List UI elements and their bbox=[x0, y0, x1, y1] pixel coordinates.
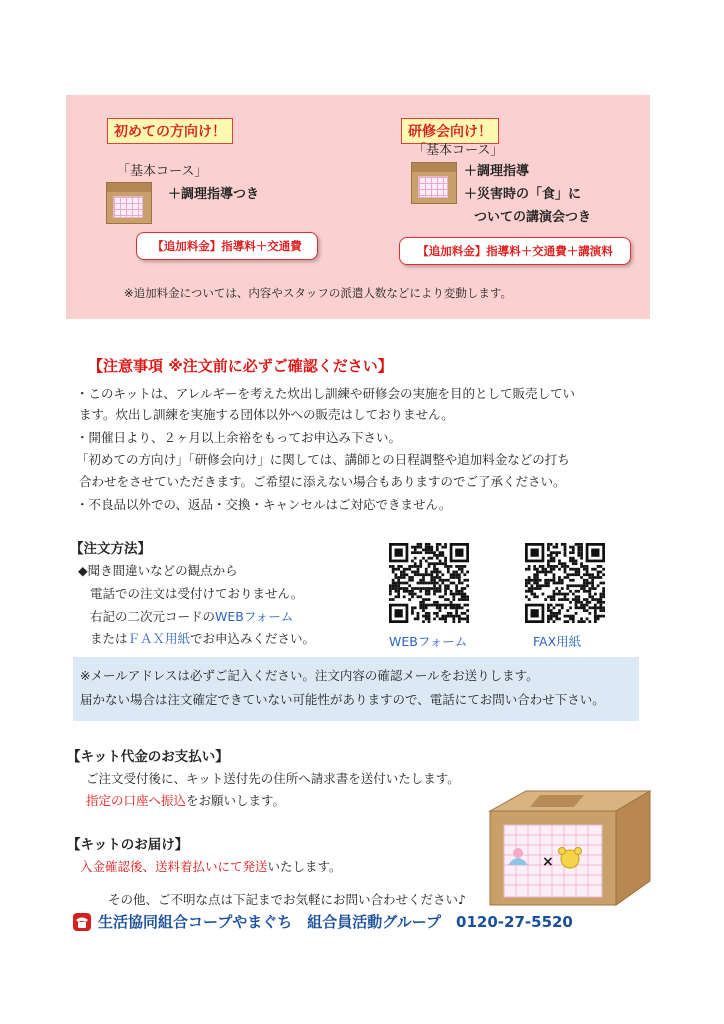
contact-line: その他、ご不明な点は下記までお気軽にお問い合わせください♪ bbox=[108, 892, 466, 907]
caution-line: 合わせをさせていただきます。ご希望に添えない場合もありますのでご了承ください。 bbox=[79, 474, 566, 489]
order-line: 電話での注文は受付けておりません。 bbox=[90, 586, 304, 601]
kit-box-icon bbox=[411, 162, 457, 204]
delivery-title: 【キットのお届け】 bbox=[67, 837, 189, 853]
web-form-link[interactable]: WEBフォーム bbox=[215, 609, 294, 624]
beginner-fee: 【追加料金】指導料＋交通費 bbox=[136, 232, 318, 260]
seminar-tag: 研修会向け！ bbox=[401, 118, 499, 144]
caution-title: 【注意事項 ※注文前に必ずご確認ください】 bbox=[88, 357, 393, 375]
delivery-line: 入金確認後、送料着払いにて発送いたします。 bbox=[80, 859, 342, 874]
seminar-fee: 【追加料金】指導料＋交通費＋講演料 bbox=[399, 237, 631, 265]
beginner-course-name: 「基本コース」 bbox=[117, 164, 208, 179]
mail-note-line: 届かない場合は注文確定できていない可能性がありますので、電話にてお問い合わせ下さい。 bbox=[80, 692, 605, 707]
caution-line: ます。炊出し訓練を実施する団体以外への販売はしておりません。 bbox=[79, 407, 454, 422]
qr-fax-label: FAX用紙 bbox=[533, 634, 582, 649]
order-title: 【注文方法】 bbox=[70, 541, 151, 557]
qr-code-fax[interactable] bbox=[525, 543, 605, 623]
order-line: 右記の二次元コードのWEBフォーム bbox=[90, 609, 294, 624]
payment-line: 指定の口座へ振込をお願いします。 bbox=[86, 793, 286, 808]
seminar-course-name: 「基本コース」 bbox=[413, 143, 504, 158]
caution-line: ・開催日より、２ヶ月以上余裕をもってお申込み下さい。 bbox=[76, 430, 402, 445]
fax-form-link[interactable]: ＦＡＸ用紙 bbox=[127, 631, 191, 646]
qr-code-web[interactable] bbox=[389, 543, 469, 623]
caution-line: 「初めての方向け」「研修会向け」に関しては、講師との日程調整や追加料金などの打ち bbox=[76, 452, 570, 467]
order-line: ◆聞き間違いなどの観点から bbox=[78, 563, 238, 578]
kit-box-icon bbox=[106, 182, 152, 224]
order-line: またはＦＡＸ用紙でお申込みください。 bbox=[90, 631, 316, 646]
seminar-extra-2: ＋災害時の「食」に bbox=[464, 187, 582, 202]
payment-title: 【キット代金のお支払い】 bbox=[67, 749, 229, 765]
seminar-extra-1: ＋調理指導 bbox=[464, 164, 530, 179]
beginner-tag: 初めての方向け！ bbox=[107, 118, 233, 144]
beginner-extra: ＋調理指導つき bbox=[168, 187, 260, 202]
kit-box-illustration bbox=[484, 789, 652, 907]
mail-note-line: ※メールアドレスは必ずご記入ください。注文内容の確認メールをお送りします。 bbox=[80, 668, 539, 683]
caution-line: ・不良品以外での、返品・交換・キャンセルはご対応できません。 bbox=[76, 497, 452, 512]
payment-line: ご注文受付後に、キット送付先の住所へ請求書を送付いたします。 bbox=[86, 771, 460, 786]
qr-web-label: WEBフォーム bbox=[389, 634, 468, 649]
caution-line: ・このキットは、アレルギーを考えた炊出し訓練や研修会の実施を目的として販売してい bbox=[76, 386, 575, 401]
fee-note: ※追加料金については、内容やスタッフの派遣人数などにより変動します。 bbox=[124, 286, 512, 300]
seminar-extra-3: ついての講演会つき bbox=[474, 210, 592, 225]
svg-text:×: × bbox=[542, 854, 554, 870]
contact-org: 生活協同組合コープやまぐち 組合員活動グループ 0120-27-5520 bbox=[98, 913, 573, 931]
phone-icon bbox=[72, 912, 92, 932]
